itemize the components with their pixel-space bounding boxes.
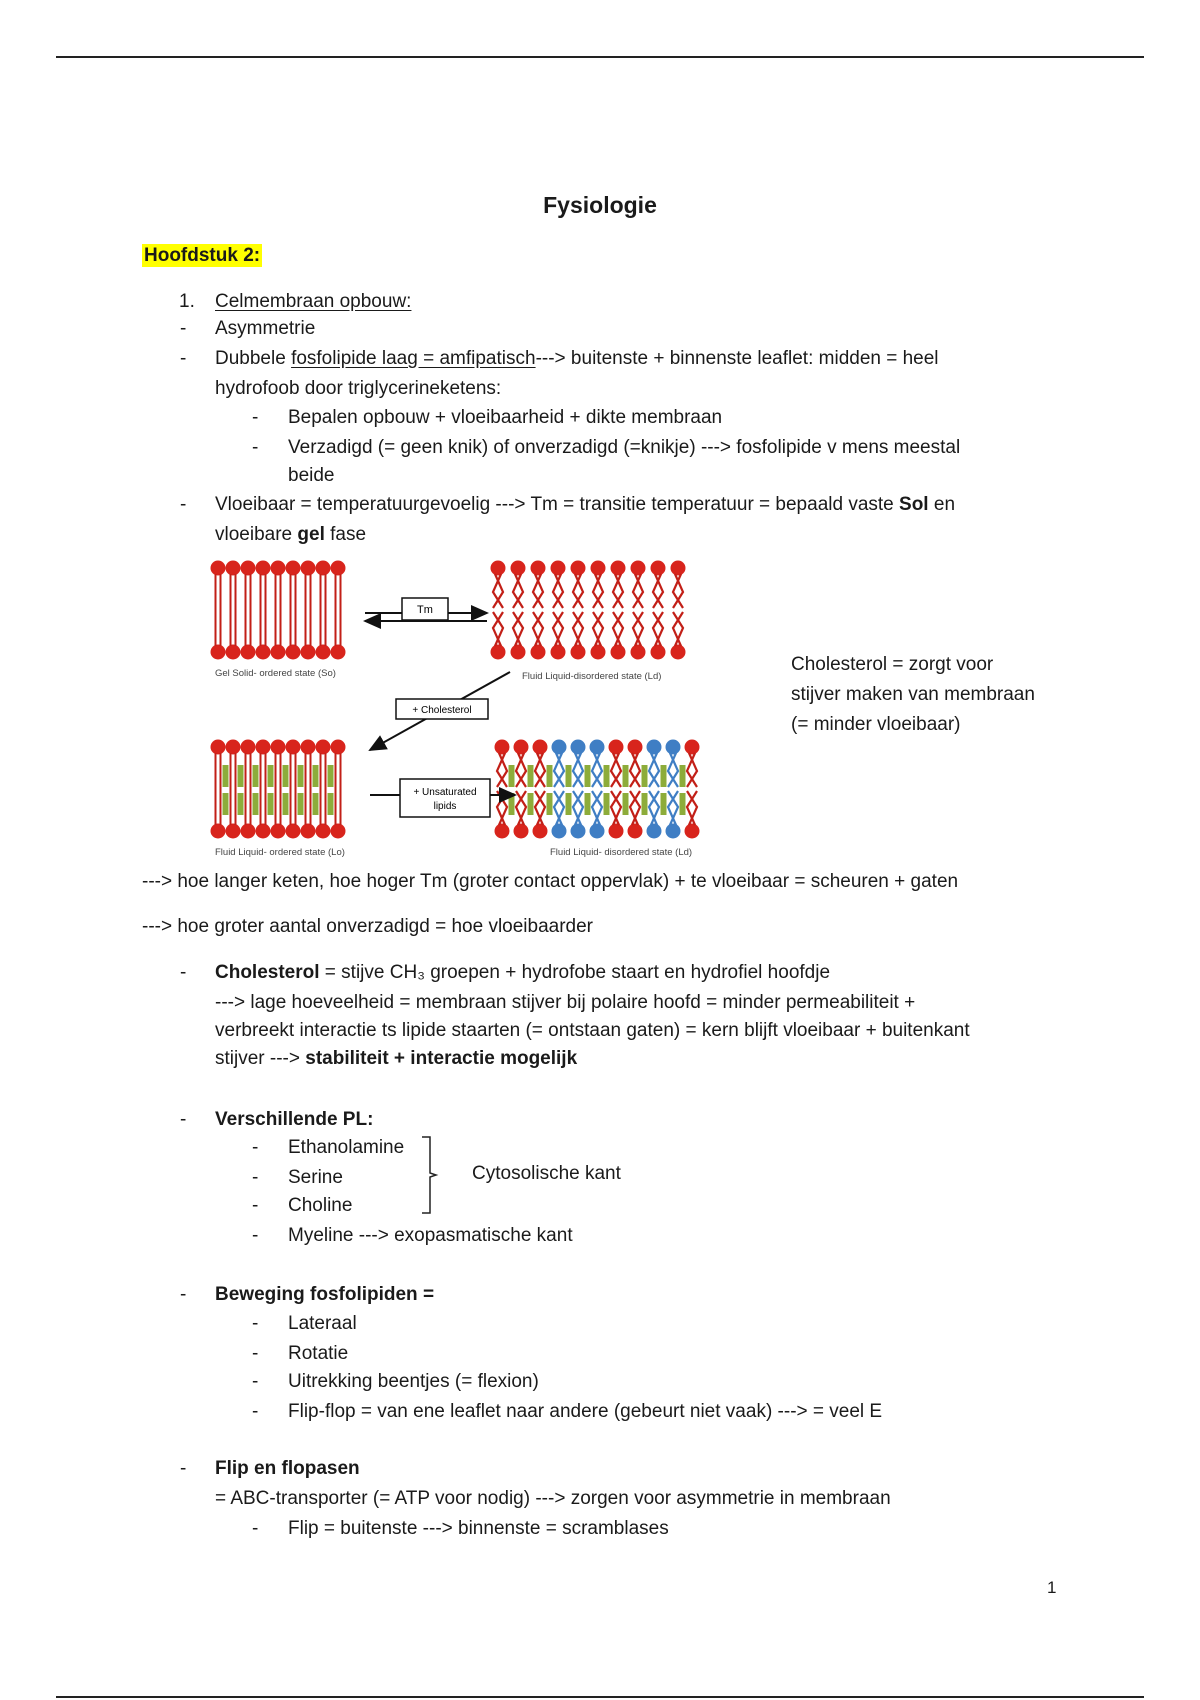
beweging-item: Uitrekking beentjes (= flexion) [288,1371,539,1392]
lipid-head [631,645,646,660]
cholesterol-molecule [566,765,572,787]
lipid-head [286,740,301,755]
bullet-dash: - [252,1195,259,1216]
lipid-head [628,824,643,839]
cholesterol-molecule [509,765,515,787]
cholesterol-molecule [547,765,553,787]
pl-item: Serine [288,1167,343,1188]
bullet-dash: - [180,1284,187,1305]
cholesterol-molecule [313,765,319,787]
lipid-head [271,645,286,660]
lipid-head [609,824,624,839]
lipid-head [286,561,301,576]
arrow-note: ---> hoe langer keten, hoe hoger Tm (groter contact oppervlak) + te vloeibaar = scheuren + gaten [142,871,959,892]
flip-heading: Flip en flopasen [215,1458,360,1479]
lipid-head [331,561,346,576]
lipid-head [491,645,506,660]
lipid-head [685,740,700,755]
page-title: Fysiologie [543,192,657,218]
lipid-head [628,740,643,755]
cholesterol-molecule [328,793,334,815]
cholesterol-molecule [253,765,259,787]
lipid-head [495,824,510,839]
lipid-head [551,561,566,576]
lipid-head [241,645,256,660]
cholesterol-molecule [642,765,648,787]
lipid-head [631,561,646,576]
fluidity-text-cont: vloeibare gel fase [215,524,367,545]
lipid-head [514,740,529,755]
cholesterol-molecule [283,793,289,815]
lipid-head [301,824,316,839]
lipid-head [514,824,529,839]
gel-bilayer [211,561,346,660]
lipid-head [331,645,346,660]
beweging-item: Lateraal [288,1313,357,1334]
lipid-head [286,645,301,660]
lipid-head [590,824,605,839]
lipid-head [533,740,548,755]
flip-text: = ABC-transporter (= ATP voor nodig) ---> zorgen voor asymmetrie in membraan [215,1488,891,1509]
cholesterol-molecule [313,793,319,815]
lipid-head [211,824,226,839]
tm-label: Tm [417,604,433,616]
bilayer-text: Dubbele fosfolipide laag = amfipatisch---> buitenste + binnenste leaflet: midden = heel [215,348,939,369]
pl-bracket [420,1135,440,1215]
side-note-line: Cholesterol = zorgt voor [791,654,994,675]
unsaturated-label-1: + Unsaturated [413,787,477,798]
fluid-ld2-caption: Fluid Liquid- disordered state (Ld) [550,847,693,858]
lipid-head [531,645,546,660]
lipid-head [241,824,256,839]
lipid-head [571,645,586,660]
lipid-head [271,824,286,839]
lipid-head [226,561,241,576]
cholesterol-molecule [661,793,667,815]
lipid-head [331,740,346,755]
bullet-dash: - [252,437,259,458]
lipid-head [685,824,700,839]
lipid-head [533,824,548,839]
lipid-head [511,645,526,660]
cholesterol-molecule [238,793,244,815]
cholesterol-molecule [566,793,572,815]
lipid-head [671,561,686,576]
cholesterol-box-label: + Cholesterol [412,705,472,716]
pl-bracket-label: Cytosolische kant [472,1163,621,1184]
cholesterol-molecule [298,793,304,815]
lipid-head [591,561,606,576]
lipid-head [241,561,256,576]
lipid-head [256,561,271,576]
arrow-note: ---> hoe groter aantal onverzadigd = hoe vloeibaarder [142,916,594,937]
beweging-heading: Beweging fosfolipiden = [215,1284,435,1305]
cholesterol-molecule [623,793,629,815]
footer-rule [56,1696,1144,1698]
fluid-ld-caption: Fluid Liquid-disordered state (Ld) [522,671,662,682]
lipid-head [241,740,256,755]
lipid-head [256,740,271,755]
bullet-dash: - [180,494,187,515]
cholesterol-molecule [238,765,244,787]
lipid-head [495,740,510,755]
cholesterol-text: Cholesterol = stijve CH₃ groepen + hydrofobe staart en hydrofiel hoofdje [215,962,831,983]
cholesterol-molecule [509,793,515,815]
pl-heading: Verschillende PL: [215,1109,374,1130]
fluid-ld-bilayer [491,561,686,660]
cholesterol-molecule [268,793,274,815]
bullet-dash: - [180,1109,187,1130]
bullet-dash: - [180,1458,187,1479]
lipid-head [647,824,662,839]
sub-bullet-text-cont: beide [288,465,335,486]
lipid-head [286,824,301,839]
cholesterol-molecule [268,765,274,787]
header-rule [56,56,1144,58]
lipid-head [301,645,316,660]
lipid-head [651,561,666,576]
membrane-phase-figure [210,555,790,865]
lipid-head [331,824,346,839]
chapter-heading: Hoofdstuk 2: [144,245,261,266]
bullet-dash: - [252,1518,259,1539]
bullet-dash: - [252,1371,259,1392]
page-number: 1 [1047,1578,1057,1597]
cholesterol-molecule [680,765,686,787]
cholesterol-molecule [547,793,553,815]
cholesterol-molecule [680,793,686,815]
cholesterol-molecule [585,793,591,815]
cholesterol-text-cont: stijver ---> stabiliteit + interactie mogelijk [215,1048,578,1069]
bullet-dash: - [252,1343,259,1364]
bullet-dash: - [252,1167,259,1188]
pl-myeline: Myeline ---> exopasmatische kant [288,1225,573,1246]
fluid-lo-bilayer [211,740,346,839]
side-note-line: (= minder vloeibaar) [791,714,961,735]
beweging-item: Flip-flop = van ene leaflet naar andere (gebeurt niet vaak) ---> = veel E [288,1401,883,1422]
cholesterol-molecule [604,765,610,787]
bullet-dash: - [180,348,187,369]
cholesterol-molecule [661,765,667,787]
lipid-head [609,740,624,755]
bullet-dash: - [252,1401,259,1422]
lipid-head [551,645,566,660]
lipid-head [531,561,546,576]
lipid-head [271,740,286,755]
cholesterol-molecule [642,793,648,815]
bullet-dash: - [180,962,187,983]
lipid-head [226,740,241,755]
lipid-head [571,824,586,839]
lipid-head [552,740,567,755]
lipid-head [666,824,681,839]
flip-sub-item: Flip = buitenste ---> binnenste = scramblases [288,1518,669,1539]
gel-caption: Gel Solid- ordered state (So) [215,668,336,679]
lipid-head [256,824,271,839]
cholesterol-molecule [253,793,259,815]
beweging-item: Rotatie [288,1343,349,1364]
fluidity-text: Vloeibaar = temperatuurgevoelig ---> Tm = transitie temperatuur = bepaald vaste Sol en [215,494,956,515]
lipid-head [647,740,662,755]
lipid-head [511,561,526,576]
lipid-head [651,645,666,660]
lipid-head [226,824,241,839]
bullet-dash: - [252,407,259,428]
asymmetry-text: Asymmetrie [215,318,316,339]
unsaturated-label-2: lipids [433,801,457,812]
cholesterol-text-cont: verbreekt interactie ts lipide staarten (= ontstaan gaten) = kern blijft vloeibaar + buitenkant [215,1020,970,1041]
cholesterol-molecule [604,793,610,815]
lipid-head [271,561,286,576]
cholesterol-molecule [223,765,229,787]
cholesterol-text-cont: ---> lage hoeveelheid = membraan stijver bij polaire hoofd = minder permeabiliteit + [215,992,916,1013]
bullet-dash: - [252,1225,259,1246]
lipid-head [256,645,271,660]
lipid-head [611,561,626,576]
side-note-line: stijver maken van membraan [791,684,1035,705]
cholesterol-molecule [223,793,229,815]
cholesterol-molecule [623,765,629,787]
sub-bullet-text: Bepalen opbouw + vloeibaarheid + dikte membraan [288,407,723,428]
lipid-head [591,645,606,660]
lipid-head [552,824,567,839]
lipid-head [316,824,331,839]
lipid-head [316,645,331,660]
cholesterol-molecule [298,765,304,787]
lipid-head [671,645,686,660]
lipid-head [211,561,226,576]
cholesterol-molecule [585,765,591,787]
lipid-head [301,740,316,755]
bilayer-text-cont: hydrofoob door triglycerineketens: [215,378,502,399]
pl-item: Choline [288,1195,353,1216]
lipid-head [590,740,605,755]
cholesterol-molecule [528,765,534,787]
lipid-head [571,561,586,576]
lipid-head [316,740,331,755]
section-heading: Celmembraan opbouw: [215,291,412,312]
cholesterol-molecule [528,793,534,815]
lipid-head [666,740,681,755]
cholesterol-molecule [328,765,334,787]
lipid-head [491,561,506,576]
fluid-lo-caption: Fluid Liquid- ordered state (Lo) [215,847,345,858]
fluid-ld-unsat-bilayer [495,740,700,839]
lipid-head [611,645,626,660]
bullet-dash: - [252,1313,259,1334]
pl-item: Ethanolamine [288,1137,405,1158]
lipid-head [211,740,226,755]
lipid-head [316,561,331,576]
bullet-dash: - [180,318,187,339]
lipid-head [226,645,241,660]
bullet-dash: - [252,1137,259,1158]
cholesterol-molecule [283,765,289,787]
lipid-head [301,561,316,576]
lipid-head [571,740,586,755]
section-number: 1. [179,291,195,312]
lipid-head [211,645,226,660]
sub-bullet-text: Verzadigd (= geen knik) of onverzadigd (=knikje) ---> fosfolipide v mens meestal [288,437,961,458]
